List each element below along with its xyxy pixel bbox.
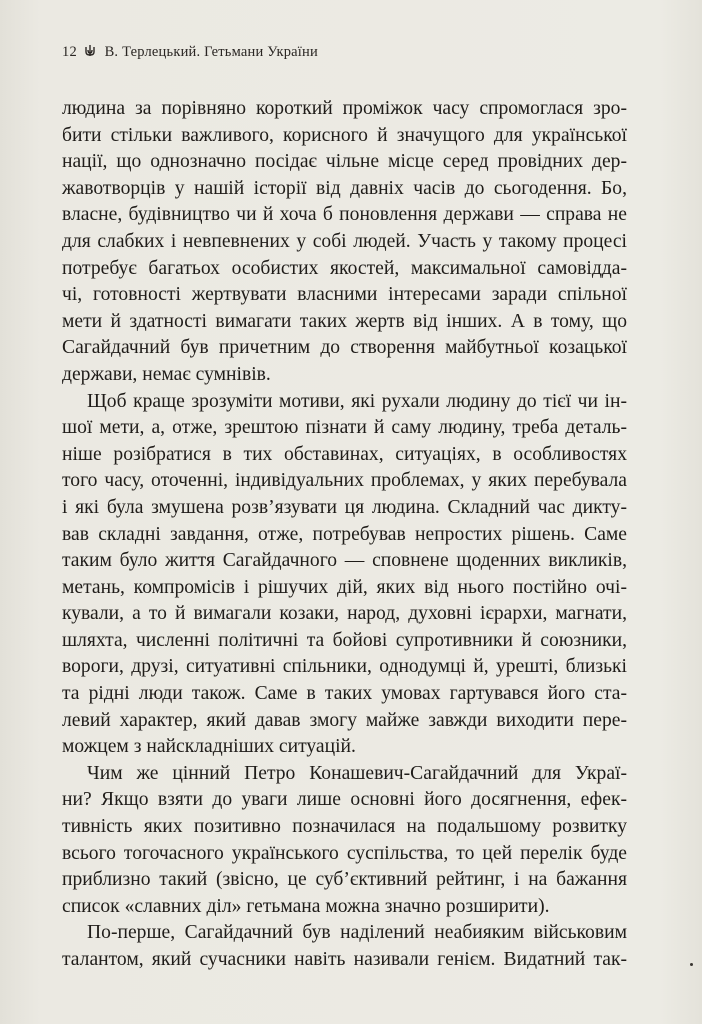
text-line: того часу, оточенні, індивідуальних проблемах, у яких перебувала	[62, 470, 627, 492]
text-line: вав складні завдання, отже, потребував непростих рішень. Саме	[62, 523, 627, 545]
text-line: для слабких і невпевнених у собі людей. Участь у такому процесі	[62, 230, 627, 252]
text-line: таким було життя Сагайдачного — сповнене щоденних викликів,	[62, 550, 627, 572]
text-line: тивність яких позитивно позначилася на подальшому розвитку	[62, 816, 627, 838]
text-line: метань, компромісів і рішучих дій, яких від нього постійно очі-	[62, 576, 627, 598]
text-line: потребує багатьох особистих якостей, максимальної самовідда-	[62, 257, 627, 279]
text-line: жавотворців у нашій історії від давніх часів до сьогодення. Бо,	[62, 177, 627, 199]
text-line: талантом, який сучасники навіть називали генієм. Видатний так-	[62, 949, 627, 970]
text-line: чі, готовності жертвувати власними інтересами заради спільної	[62, 284, 627, 306]
text-line: власне, будівництво чи й хоча б поновлення держави — справа не	[62, 204, 627, 226]
text-line: всього тогочасного українського суспільства, то цей перелік буде	[62, 842, 627, 864]
text-line: список «славних діл» гетьмана можна значно розширити).	[62, 895, 550, 917]
text-line: ни? Якщо взяти до уваги лише основні його досягнення, ефек-	[62, 789, 627, 811]
text-line: ніше розібратися в тих обставинах, ситуаціях, в особливостях	[62, 443, 627, 465]
print-speck	[690, 963, 693, 966]
text-line: Чим же цінний Петро Конашевич-Сагайдачний для Украї-	[87, 762, 627, 784]
text-line: держави, немає сумнівів.	[62, 363, 271, 385]
text-line: людина за порівняно короткий проміжок часу спромоглася зро-	[62, 98, 627, 119]
text-line: кували, а то й вимагали козаки, народ, духовні ієрархи, магнати,	[62, 603, 627, 625]
text-line: нації, що однозначно посідає чільне місце серед провідних дер-	[62, 151, 627, 173]
text-line: По-перше, Сагайдачний був наділений неабияким військовим	[87, 922, 627, 944]
text-line: левий характер, який давав змогу майже завжди виходити пере-	[62, 709, 627, 731]
text-line: і які була змушена розв’язувати ця людина. Складний час дикту-	[62, 496, 627, 518]
text-line: мети й здатності вимагати таких жертв від інших. А в тому, що	[62, 310, 627, 332]
text-line: вороги, друзі, ситуативні спільники, однодумці й, урешті, близькі	[62, 656, 627, 678]
text-line: шої мети, а, отже, зрештою пізнати й саму людину, треба деталь-	[62, 417, 627, 439]
text-line: можцем з найскладніших ситуацій.	[62, 736, 356, 758]
text-line: приблизно такий (звісно, це суб’єктивний рейтинг, і на бажання	[62, 869, 627, 891]
text-line: Щоб краще зрозуміти мотиви, які рухали людину до тієї чи ін-	[87, 390, 627, 412]
text-line: бити стільки важливого, корисного й значущого для української	[62, 124, 627, 146]
text-line: та рідні люди також. Саме в таких умовах гартувався його ста-	[62, 683, 627, 705]
text-line: Сагайдачний був причетним до створення майбутньої козацької	[62, 337, 627, 359]
running-header	[62, 44, 318, 61]
running-title: В. Терлецький. Гетьмани України	[104, 44, 318, 60]
page-number: 12	[62, 44, 77, 60]
text-line: шляхта, численні політичні та бойові супротивники й союзники,	[62, 629, 627, 651]
body-text	[62, 96, 627, 974]
trident-icon	[85, 45, 95, 57]
